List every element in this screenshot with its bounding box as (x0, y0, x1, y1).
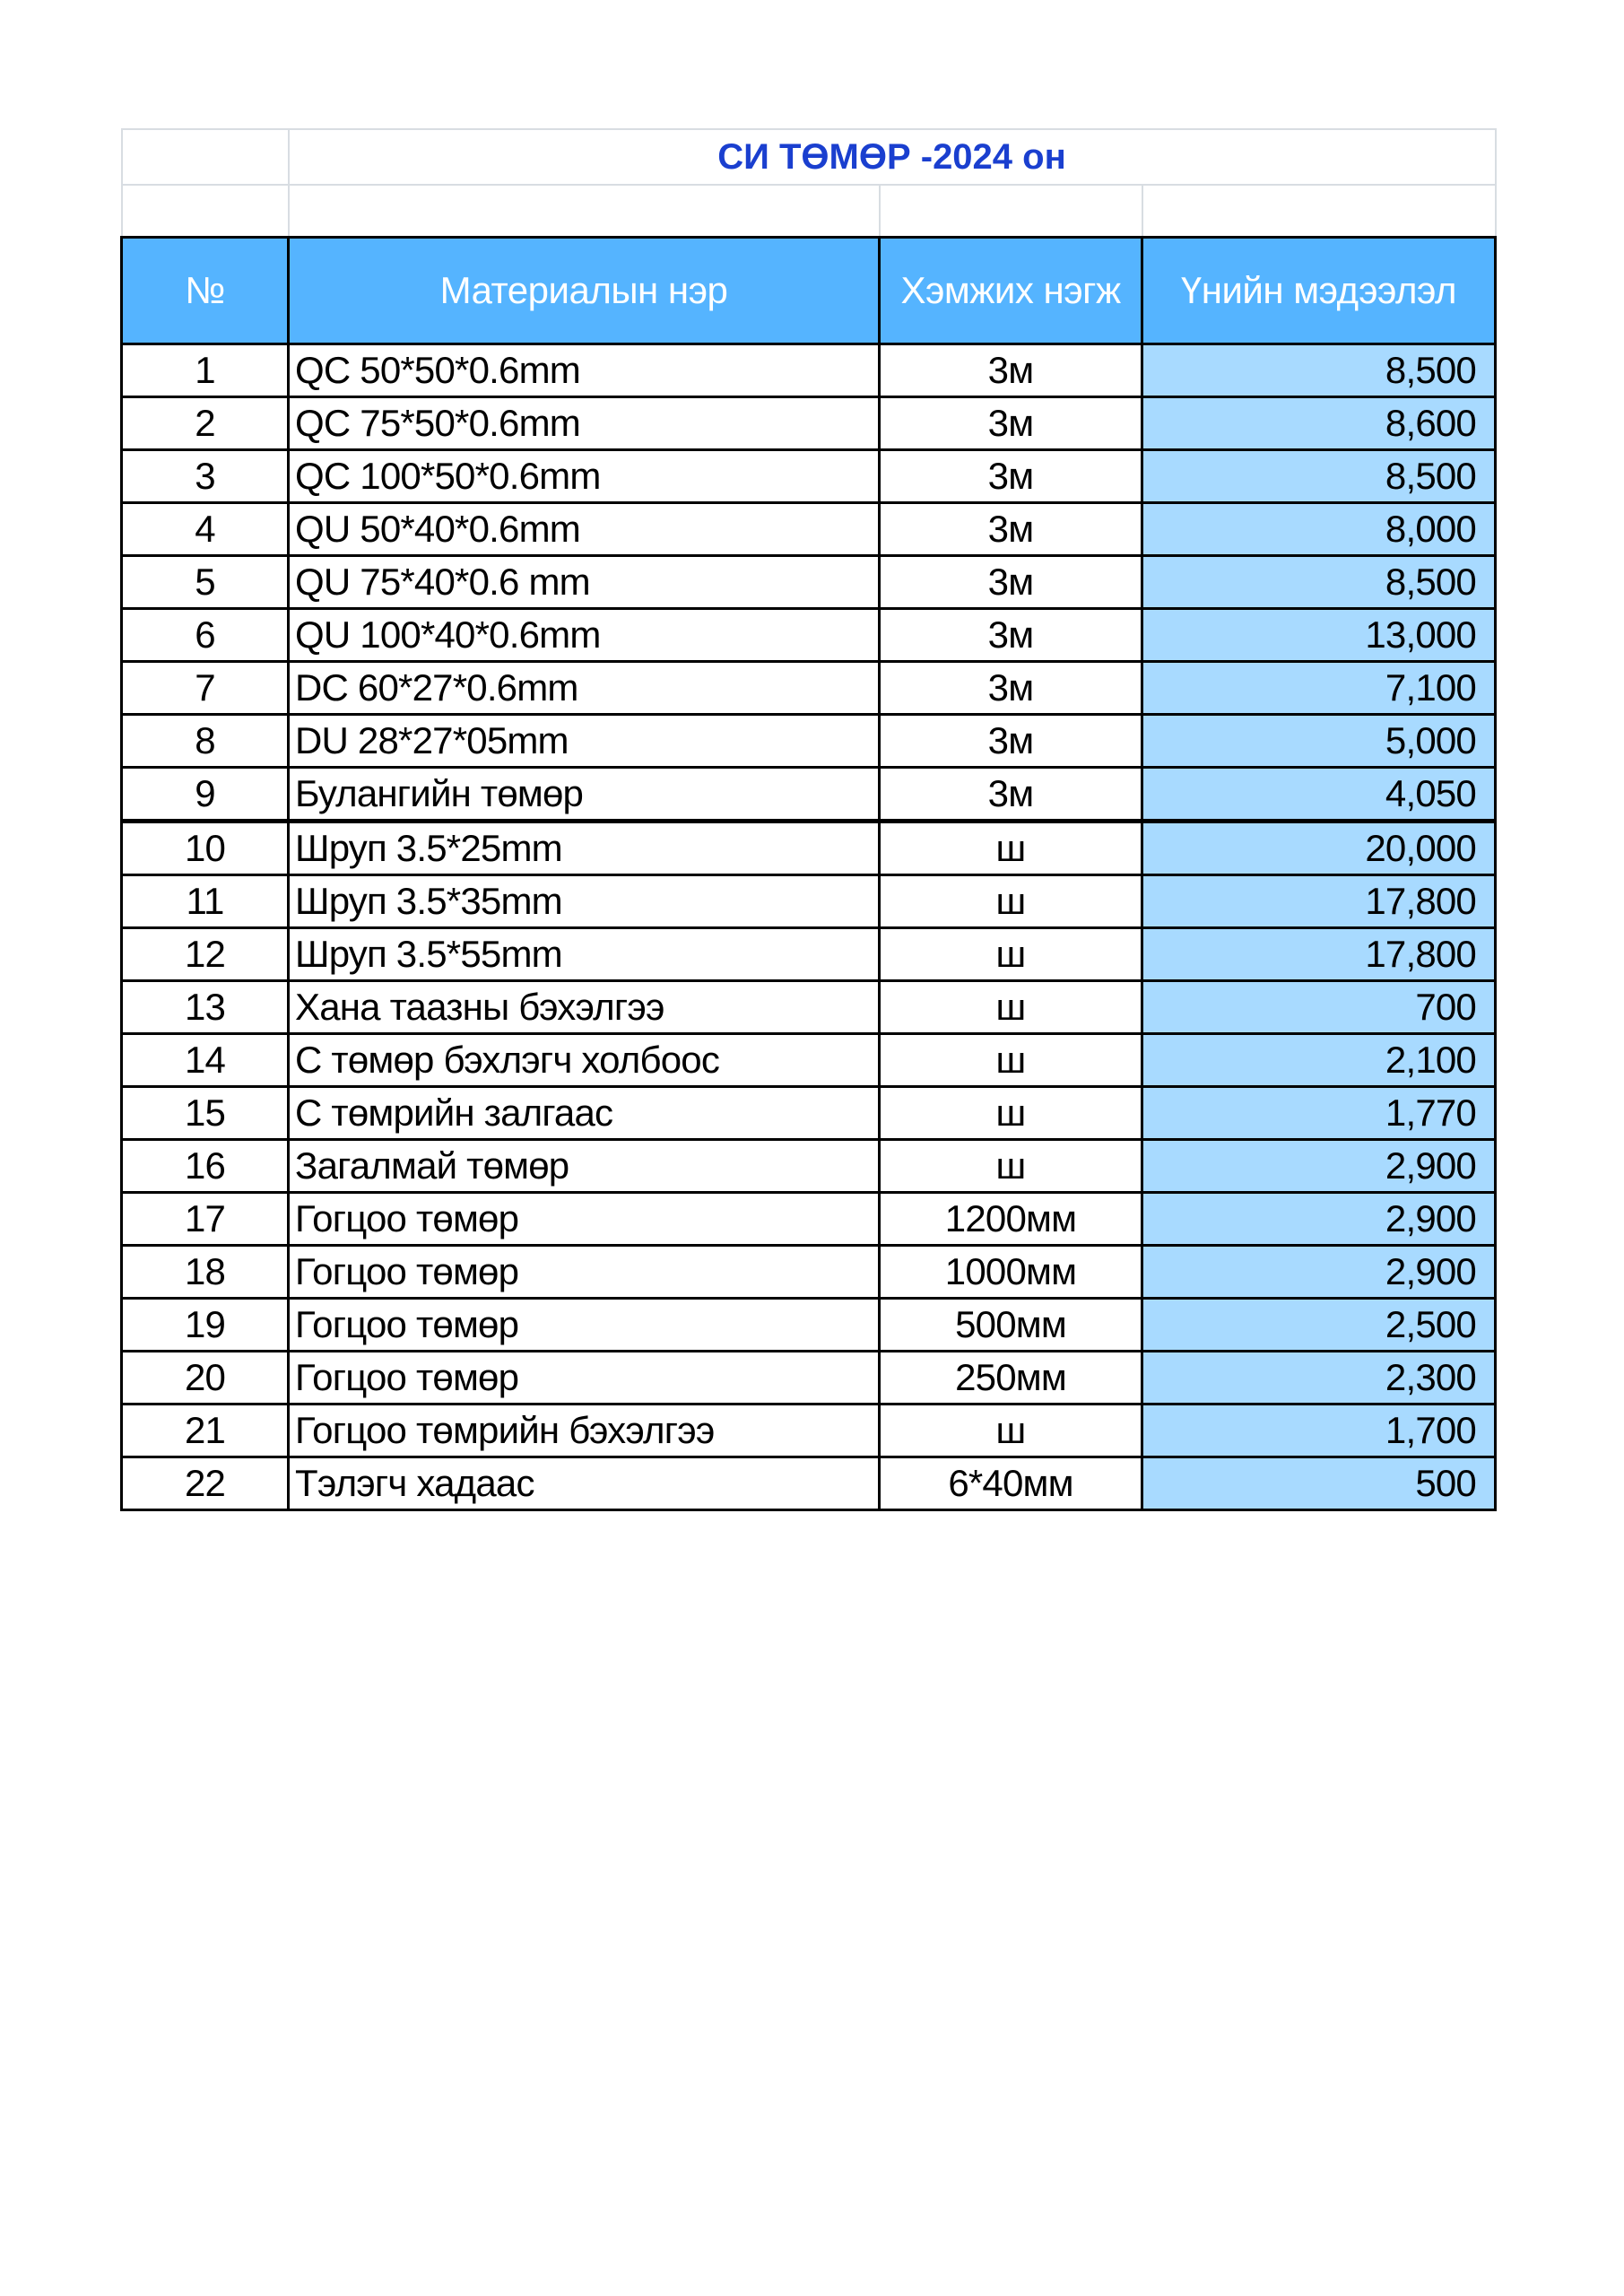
empty-cell (289, 185, 880, 238)
unit-of-measure: 3м (880, 715, 1142, 768)
row-number: 10 (122, 822, 289, 875)
material-name: С төмөр бэхлэгч холбоос (289, 1034, 880, 1087)
unit-of-measure: ш (880, 981, 1142, 1034)
row-number: 1 (122, 344, 289, 397)
price-value: 2,900 (1142, 1246, 1496, 1299)
price-value: 1,700 (1142, 1405, 1496, 1457)
price-value: 7,100 (1142, 662, 1496, 715)
unit-of-measure: 3м (880, 768, 1142, 822)
table-row (122, 1299, 1496, 1352)
header-price: Үнийн мэдээлэл (1142, 238, 1496, 344)
price-value: 8,500 (1142, 450, 1496, 503)
material-name: Тэлэгч хадаас (289, 1457, 880, 1510)
row-number: 6 (122, 609, 289, 662)
table-row (122, 1140, 1496, 1193)
table-row (122, 1457, 1496, 1510)
price-value: 2,500 (1142, 1299, 1496, 1352)
price-value: 17,800 (1142, 875, 1496, 928)
material-name: Гогцоо төмөр (289, 1299, 880, 1352)
material-name: QU 75*40*0.6 mm (289, 556, 880, 609)
row-number: 22 (122, 1457, 289, 1510)
empty-cell (122, 185, 289, 238)
material-name: Шруп 3.5*35mm (289, 875, 880, 928)
table-row (122, 715, 1496, 768)
row-number: 15 (122, 1087, 289, 1140)
price-value: 500 (1142, 1457, 1496, 1510)
unit-of-measure: 250мм (880, 1352, 1142, 1405)
table-row (122, 503, 1496, 556)
material-name: DC 60*27*0.6mm (289, 662, 880, 715)
material-name: Шруп 3.5*25mm (289, 822, 880, 875)
header-row (122, 238, 1496, 344)
material-name: DU 28*27*05mm (289, 715, 880, 768)
unit-of-measure: ш (880, 928, 1142, 981)
row-number: 17 (122, 1193, 289, 1246)
table-row (122, 1087, 1496, 1140)
table-row (122, 1193, 1496, 1246)
table-row (122, 450, 1496, 503)
price-value: 13,000 (1142, 609, 1496, 662)
material-name: QU 50*40*0.6mm (289, 503, 880, 556)
table-row (122, 662, 1496, 715)
unit-of-measure: 3м (880, 662, 1142, 715)
material-name: QC 75*50*0.6mm (289, 397, 880, 450)
unit-of-measure: 3м (880, 397, 1142, 450)
table-row (122, 1034, 1496, 1087)
price-value: 17,800 (1142, 928, 1496, 981)
row-number: 14 (122, 1034, 289, 1087)
price-value: 8,500 (1142, 556, 1496, 609)
title-row (122, 129, 1496, 185)
table-row (122, 1352, 1496, 1405)
row-number: 7 (122, 662, 289, 715)
unit-of-measure: 1200мм (880, 1193, 1142, 1246)
unit-of-measure: 500мм (880, 1299, 1142, 1352)
row-number: 4 (122, 503, 289, 556)
spacer-row (122, 185, 1496, 238)
unit-of-measure: 3м (880, 556, 1142, 609)
unit-of-measure: 1000мм (880, 1246, 1142, 1299)
unit-of-measure: 3м (880, 609, 1142, 662)
row-number: 11 (122, 875, 289, 928)
empty-cell (1142, 185, 1496, 238)
material-name: Шруп 3.5*55mm (289, 928, 880, 981)
header-unit: Хэмжих нэгж (880, 238, 1142, 344)
price-value: 2,100 (1142, 1034, 1496, 1087)
table-row (122, 981, 1496, 1034)
header-name: Материалын нэр (289, 238, 880, 344)
unit-of-measure: 3м (880, 344, 1142, 397)
material-name: С төмрийн залгаас (289, 1087, 880, 1140)
row-number: 5 (122, 556, 289, 609)
price-value: 700 (1142, 981, 1496, 1034)
table-row (122, 768, 1496, 822)
unit-of-measure: ш (880, 875, 1142, 928)
material-name: Булангийн төмөр (289, 768, 880, 822)
price-value: 2,900 (1142, 1193, 1496, 1246)
row-number: 16 (122, 1140, 289, 1193)
material-name: Загалмай төмөр (289, 1140, 880, 1193)
table-row (122, 928, 1496, 981)
table-row (122, 397, 1496, 450)
table-row (122, 1405, 1496, 1457)
empty-cell (122, 129, 289, 185)
unit-of-measure: ш (880, 1405, 1142, 1457)
unit-of-measure: ш (880, 822, 1142, 875)
price-value: 4,050 (1142, 768, 1496, 822)
row-number: 3 (122, 450, 289, 503)
table-row (122, 556, 1496, 609)
row-number: 8 (122, 715, 289, 768)
unit-of-measure: 3м (880, 503, 1142, 556)
table-row (122, 609, 1496, 662)
sheet-title: СИ ТӨМӨР -2024 он (289, 129, 1496, 185)
row-number: 21 (122, 1405, 289, 1457)
table-row (122, 875, 1496, 928)
unit-of-measure: ш (880, 1087, 1142, 1140)
unit-of-measure: ш (880, 1034, 1142, 1087)
unit-of-measure: 6*40мм (880, 1457, 1142, 1510)
row-number: 18 (122, 1246, 289, 1299)
table-row (122, 822, 1496, 875)
row-number: 12 (122, 928, 289, 981)
row-number: 2 (122, 397, 289, 450)
material-name: QC 50*50*0.6mm (289, 344, 880, 397)
material-name: QU 100*40*0.6mm (289, 609, 880, 662)
header-num: № (122, 238, 289, 344)
unit-of-measure: 3м (880, 450, 1142, 503)
row-number: 9 (122, 768, 289, 822)
price-value: 2,300 (1142, 1352, 1496, 1405)
material-name: Гогцоо төмрийн бэхэлгээ (289, 1405, 880, 1457)
row-number: 19 (122, 1299, 289, 1352)
price-value: 2,900 (1142, 1140, 1496, 1193)
price-value: 20,000 (1142, 822, 1496, 875)
material-name: Хана таазны бэхэлгээ (289, 981, 880, 1034)
material-name: Гогцоо төмөр (289, 1193, 880, 1246)
unit-of-measure: ш (880, 1140, 1142, 1193)
table-row (122, 344, 1496, 397)
empty-cell (880, 185, 1142, 238)
table-row (122, 1246, 1496, 1299)
material-name: QC 100*50*0.6mm (289, 450, 880, 503)
price-table (120, 128, 1497, 1511)
price-value: 8,000 (1142, 503, 1496, 556)
material-name: Гогцоо төмөр (289, 1246, 880, 1299)
material-name: Гогцоо төмөр (289, 1352, 880, 1405)
price-value: 5,000 (1142, 715, 1496, 768)
row-number: 20 (122, 1352, 289, 1405)
price-value: 8,500 (1142, 344, 1496, 397)
price-value: 8,600 (1142, 397, 1496, 450)
price-value: 1,770 (1142, 1087, 1496, 1140)
row-number: 13 (122, 981, 289, 1034)
